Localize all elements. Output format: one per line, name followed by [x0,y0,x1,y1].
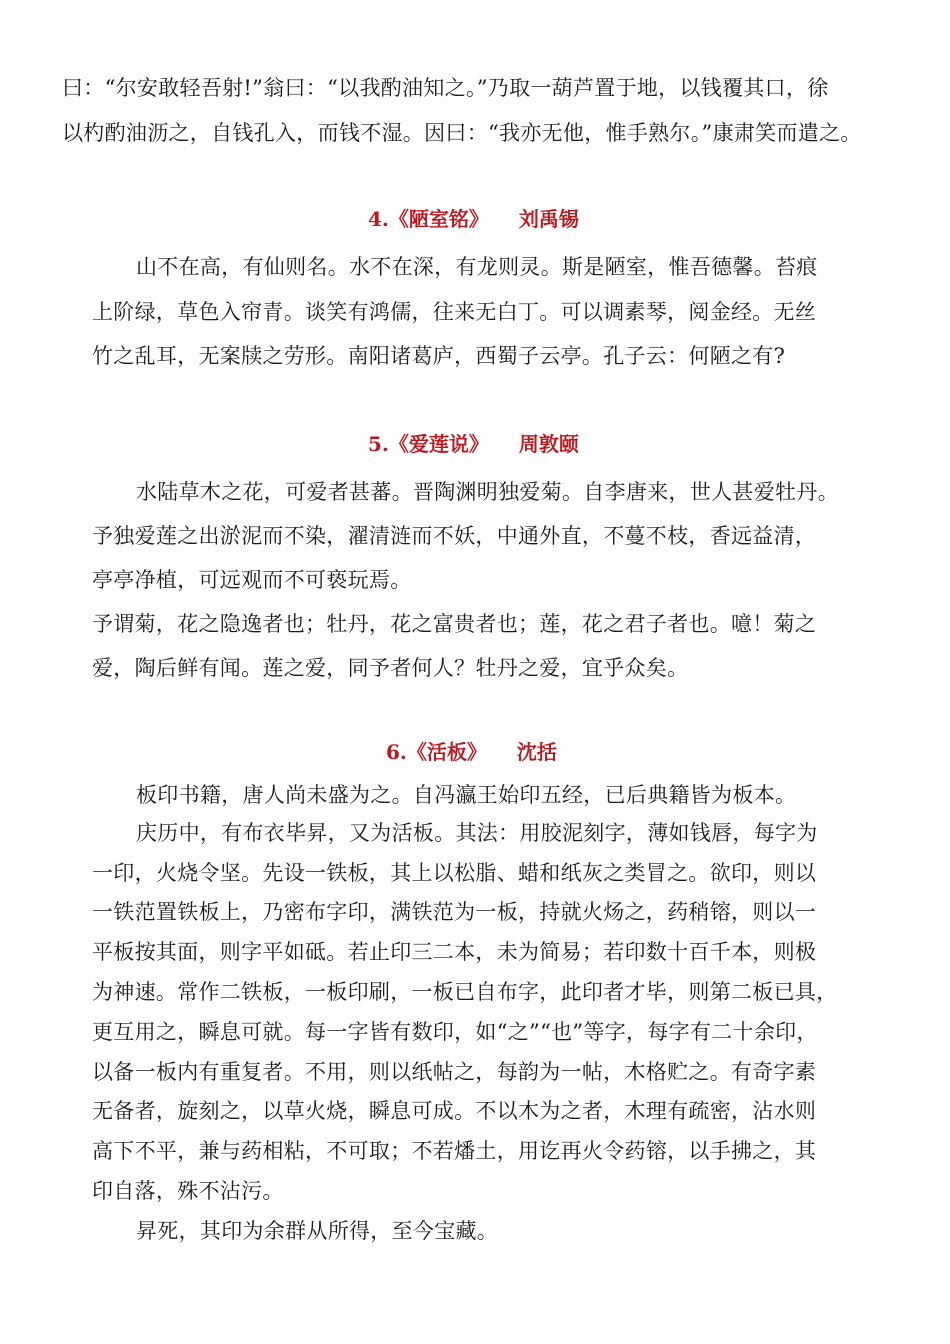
section4-line-2: 上阶绿，草色入帘青。谈笑有鸿儒，往来无白丁。可以调素琴，阅金经。无丝 [92,300,817,324]
section3-line-2: 以杓酌油沥之，自钱孔入，而钱不湿。因曰：“我亦无他，惟手熟尔。”康肃笑而遣之。 [62,121,862,145]
section6-line-5: 平板按其面，则字平如砥。若止印三二本，未为简易；若印数十百千本，则极 [92,940,817,964]
section6-author: 沈括 [516,740,557,764]
section5-author: 周敦颐 [518,432,579,456]
section6-line-11: 印自落，殊不沾污。 [92,1179,284,1203]
section6-line-4: 一铁范置铁板上，乃密布字印，满铁范为一板，持就火炀之，药稍镕，则以一 [92,900,817,924]
section4-number: 4. [368,207,389,231]
section5-line-3: 亭亭净植，可远观而不可亵玩焉。 [92,568,412,592]
section4-author: 刘禹锡 [518,207,579,231]
section6-line-12: 昇死，其印为余群从所得，至今宝藏。 [136,1219,499,1243]
section6-line-7: 更互用之，瞬息可就。每一字皆有数印，如“之”“也”等字，每字有二十余印， [92,1020,818,1044]
section3-line-1: 曰：“尔安敢轻吾射!”翁曰：“以我酌油知之。”乃取一葫芦置于地，以钱覆其口，徐 [62,76,829,100]
section6-line-1: 板印书籍，唐人尚未盛为之。自冯瀛王始印五经，已后典籍皆为板本。 [136,783,797,807]
section4-line-3: 竹之乱耳，无案牍之劳形。南阳诸葛庐，西蜀子云亭。孔子云：何陋之有? [92,344,786,368]
section5-line-4: 予谓菊，花之隐逸者也；牡丹，花之富贵者也；莲，花之君子者也。噫！菊之 [92,612,817,636]
section5-line-5: 爱，陶后鲜有闻。莲之爱，同予者何人？牡丹之爱，宜乎众矣。 [92,656,689,680]
section5-line-2: 予独爱莲之出淤泥而不染，濯清涟而不妖，中通外直，不蔓不枝，香远益清， [92,524,817,548]
section5-number: 5. [368,432,389,456]
section4-title: 《陋室铭》 [388,207,489,231]
section5-line-1: 水陆草木之花，可爱者甚蕃。晋陶渊明独爱菊。自李唐来，世人甚爱牡丹。 [136,480,839,504]
section6-line-9: 无备者，旋刻之，以草火烧，瞬息可成。不以木为之者，木理有疏密，沾水则 [92,1099,817,1123]
section6-title: 《活板》 [406,740,487,764]
section6-line-8: 以备一板内有重复者。不用，则以纸帖之，每韵为一帖，木格贮之。有奇字素 [92,1060,817,1084]
section6-line-2: 庆历中，有布衣毕昇，又为活板。其法：用胶泥刻字，薄如钱唇，每字为 [136,821,818,845]
section6-number: 6. [386,740,407,764]
section6-line-3: 一印，火烧令坚。先设一铁板，其上以松脂、蜡和纸灰之类冒之。欲印，则以 [92,861,817,885]
section6-line-10: 高下不平，兼与药相粘，不可取；不若燔土，用讫再火令药镕，以手拂之，其 [92,1139,817,1163]
section5-heading [368,430,579,458]
section4-line-1: 山不在高，有仙则名。水不在深，有龙则灵。斯是陋室，惟吾德馨。苔痕 [136,255,818,279]
section5-title: 《爱莲说》 [388,432,489,456]
section4-heading [368,205,579,233]
section6-line-6: 为神速。常作二铁板，一板印刷，一板已自布字，此印者才毕，则第二板已具， [92,980,838,1004]
section6-heading [386,738,557,766]
